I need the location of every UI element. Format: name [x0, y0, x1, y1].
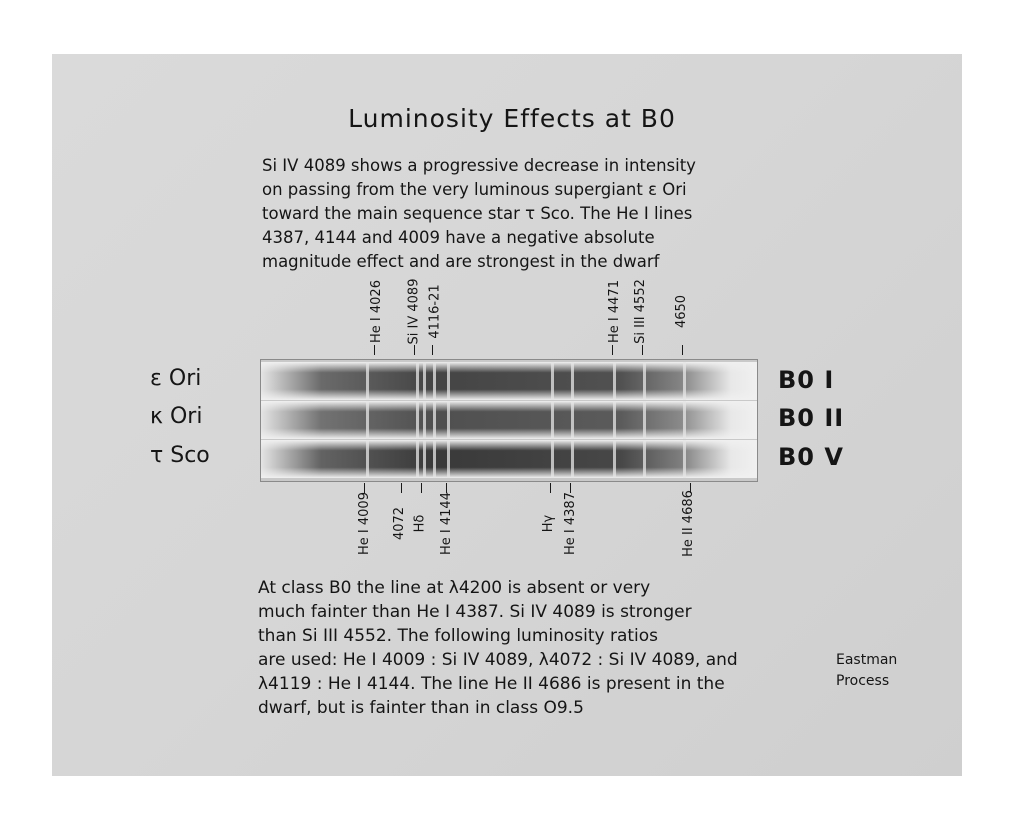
- tick-siiii-4552: [642, 345, 643, 355]
- intro-line: Si IV 4089 shows a progressive decrease in intensity: [262, 156, 696, 175]
- description-line: λ4119 : He I 4144. The line He II 4686 is present in the: [258, 674, 725, 694]
- spectrum-strip-kappa-ori: [261, 401, 757, 439]
- note-line: Eastman: [836, 652, 898, 668]
- line-label-hei-4009: He I 4009: [356, 492, 372, 555]
- process-note: [836, 650, 897, 692]
- class-label-b0-v: B0 V: [778, 443, 844, 471]
- line-label-h-delta: Hδ: [412, 514, 428, 533]
- tick-h-delta: [421, 483, 422, 493]
- tick-hei-4471: [612, 345, 613, 355]
- line-label-hei-4144: He I 4144: [438, 492, 454, 555]
- line-label-siiv-4089: Si IV 4089: [406, 278, 422, 345]
- tick-4072: [401, 483, 402, 493]
- line-label-hei-4471: He I 4471: [606, 280, 622, 343]
- tick-hei-4026: [374, 345, 375, 355]
- line-label-heii-4686: He II 4686: [680, 490, 696, 557]
- description-line: much fainter than He I 4387. Si IV 4089 is stronger: [258, 602, 692, 622]
- line-label-hei-4387: He I 4387: [562, 492, 578, 555]
- intro-line: 4387, 4144 and 4009 have a negative absolute: [262, 228, 655, 247]
- line-label-hei-4026: He I 4026: [368, 280, 384, 343]
- description-line: are used: He I 4009 : Si IV 4089, λ4072 : Si IV 4089, and: [258, 650, 738, 670]
- line-label-siiii-4552: Si III 4552: [632, 279, 648, 344]
- tick-4116-21: [432, 345, 433, 355]
- star-label-kappa-ori: κ Ori: [150, 404, 203, 429]
- tick-h-gamma: [550, 483, 551, 493]
- line-label-4116-21: 4116-21: [427, 284, 443, 339]
- star-label-tau-sco: τ Sco: [150, 443, 210, 468]
- spectrum-strip-tau-sco: [261, 440, 757, 478]
- description-line: At class B0 the line at λ4200 is absent or very: [258, 578, 651, 598]
- intro-paragraph: [262, 154, 696, 274]
- description-line: than Si III 4552. The following luminosity ratios: [258, 626, 659, 646]
- intro-line: on passing from the very luminous supergiant ε Ori: [262, 180, 687, 199]
- intro-line: toward the main sequence star τ Sco. The He I lines: [262, 204, 693, 223]
- tick-4650: [682, 345, 683, 355]
- spectra-panel: [260, 359, 758, 482]
- spectrum-strip-eps-ori: [261, 362, 757, 400]
- star-label-eps-ori: ε Ori: [150, 366, 202, 391]
- intro-line: magnitude effect and are strongest in the dwarf: [262, 252, 660, 271]
- description-paragraph: [258, 576, 738, 720]
- class-label-b0-i: B0 I: [778, 366, 835, 394]
- line-label-h-gamma: Hγ: [541, 514, 557, 533]
- note-line: Process: [836, 673, 890, 689]
- line-label-4072: 4072: [392, 506, 408, 541]
- line-label-4650: 4650: [674, 294, 690, 329]
- description-line: dwarf, but is fainter than in class O9.5: [258, 698, 584, 718]
- tick-siiv-4089: [414, 345, 415, 355]
- page-title: Luminosity Effects at B0: [348, 104, 676, 133]
- class-label-b0-ii: B0 II: [778, 404, 845, 432]
